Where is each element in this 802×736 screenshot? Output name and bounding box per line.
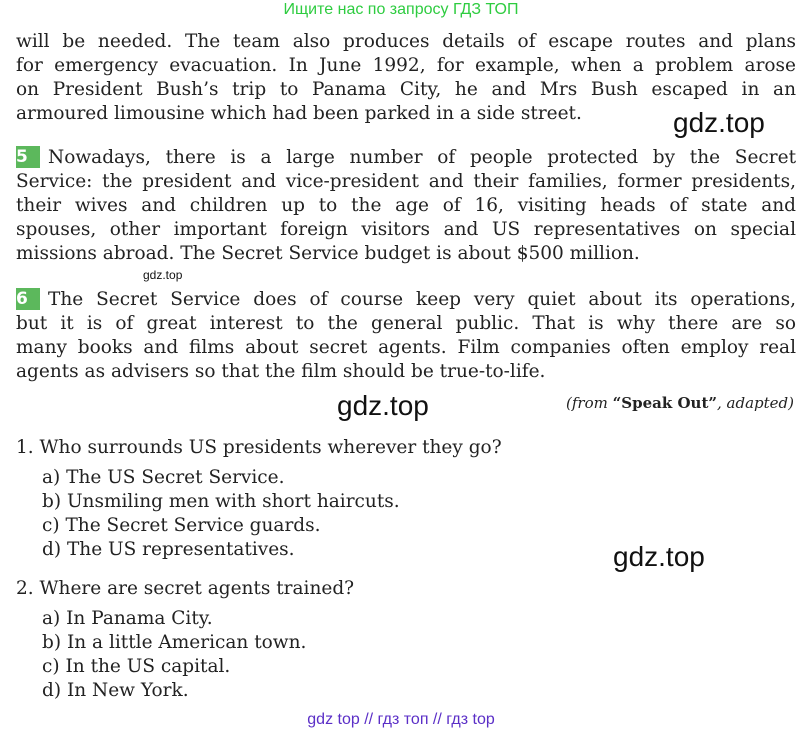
- question-text: 1. Who surrounds US presidents wherever they go?: [16, 437, 502, 458]
- paragraph-line: 6 The Secret Service does of course keep very quiet about its operations,: [16, 289, 796, 310]
- paragraph-line: their wives and children up to the age of 16, visiting heads of state and: [16, 195, 796, 216]
- watermark: gdz.top: [143, 268, 183, 282]
- header-search-link[interactable]: Ищите нас по запросу ГДЗ ТОП: [283, 1, 519, 18]
- paragraph-line: will be needed. The team also produces details of escape routes and plans: [16, 31, 796, 52]
- paragraph-line: agents as advisers so that the film should be true-to-life.: [16, 361, 546, 382]
- paragraph-line: Service: the president and vice-president and their families, former presidents,: [16, 171, 796, 192]
- answer-option: b) Unsmiling men with short haircuts.: [42, 491, 400, 512]
- answer-option: a) The US Secret Service.: [42, 467, 285, 488]
- answer-option: c) In the US capital.: [42, 656, 231, 677]
- watermark: gdz.top: [613, 541, 705, 572]
- question-text: 2. Where are secret agents trained?: [16, 578, 355, 599]
- footer-links[interactable]: gdz top // гдз топ // гдз top: [307, 711, 495, 728]
- watermark: gdz.top: [337, 390, 429, 421]
- paragraph-line: on President Bush’s trip to Panama City, he and Mrs Bush escaped in an: [16, 79, 796, 100]
- paragraph-line: 5 Nowadays, there is a large number of people protected by the Secret: [16, 147, 796, 168]
- paragraph-line: missions abroad. The Secret Service budget is about $500 million.: [16, 243, 640, 264]
- paragraph-line: armoured limousine which had been parked in a side street.: [16, 103, 582, 124]
- paragraph-line: spouses, other important foreign visitors and US representatives on special: [16, 219, 796, 240]
- paragraph-number-badge: 6: [16, 288, 40, 310]
- source-citation: (from “Speak Out”, adapted): [566, 394, 794, 412]
- watermark: gdz.top: [673, 107, 765, 138]
- answer-option: b) In a little American town.: [42, 632, 307, 653]
- answer-option: d) In New York.: [42, 680, 189, 701]
- answer-option: c) The Secret Service guards.: [42, 515, 321, 536]
- paragraph-number-badge: 5: [16, 146, 40, 168]
- answer-option: a) In Panama City.: [42, 608, 213, 629]
- paragraph-line: but it is of great interest to the general public. That is why there are so: [16, 313, 796, 334]
- answer-option: d) The US representatives.: [42, 539, 295, 560]
- paragraph-line: for emergency evacuation. In June 1992, for example, when a problem arose: [16, 55, 796, 76]
- paragraph-line: many books and films about secret agents. Film companies often employ real: [16, 337, 796, 358]
